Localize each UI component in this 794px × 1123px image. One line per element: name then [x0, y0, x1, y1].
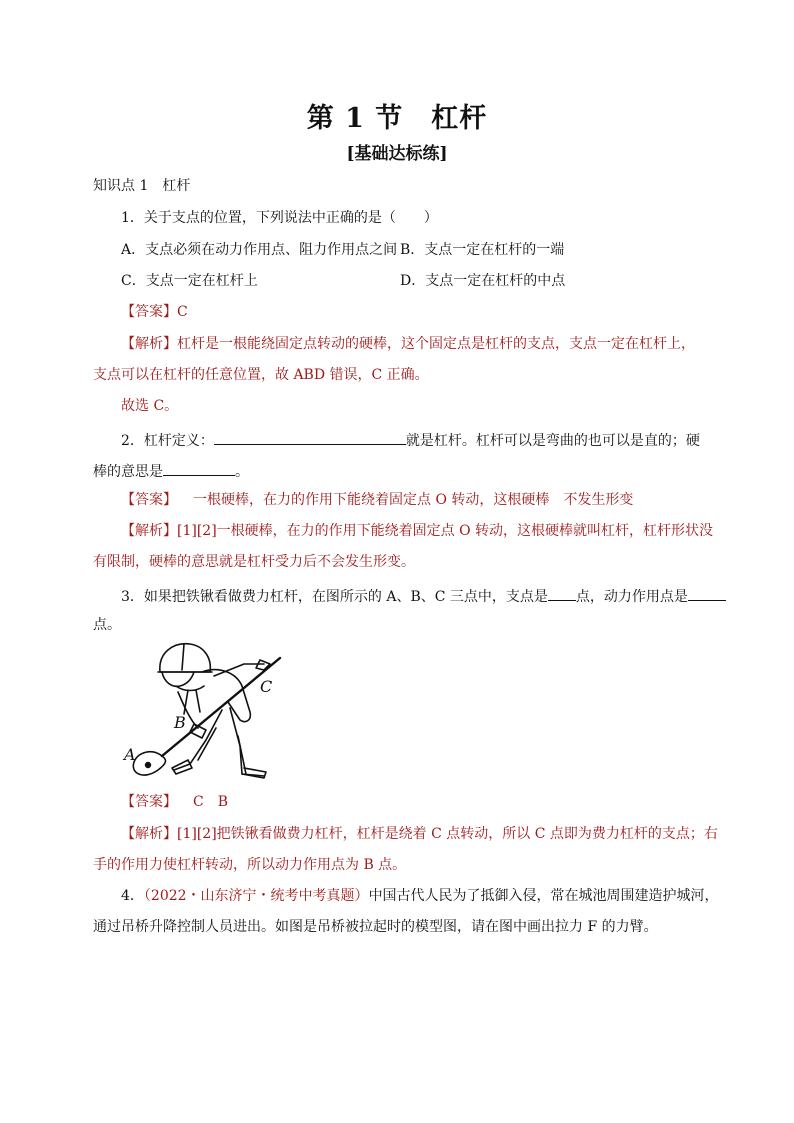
right-leg: [230, 708, 264, 776]
back-outline: [202, 670, 250, 722]
q1-analysis-line-1: [121, 334, 695, 354]
page-title: 第 1 节 杠杆: [306, 103, 488, 134]
page-subtitle: [基础达标练]: [346, 144, 448, 164]
face-outline: [162, 672, 194, 686]
q1-choose: 故选 C。: [121, 398, 179, 414]
analysis-tag: 【解析】: [121, 336, 177, 352]
q1-option-d: D．支点一定在杠杆的中点: [400, 273, 566, 289]
q1-analysis-text-1: 杠杆是一根能绕固定点转动的硬棒，这个固定点是杠杆的支点，支点一定在杠杆上，: [177, 336, 695, 352]
q1-option-b: B．支点一定在杠杆的一端: [400, 242, 565, 258]
q3-stem-a: 3．如果把铁锹看做费力杠杆，在图所示的 A、B、C 三点中，支点是: [121, 589, 548, 605]
q2-stem-a: 2．杠杆定义：: [121, 433, 214, 449]
label-c: C: [260, 677, 273, 696]
q2-stem-c: 棒的意思是: [93, 464, 163, 480]
q2-stem-line-1: [121, 428, 700, 451]
q3-stem-line-1: [121, 584, 726, 607]
q2-stem-d: 。: [235, 464, 249, 480]
q4-source: （2022・山东济宁・统考中考真题）: [143, 888, 369, 904]
q2-answer: [121, 490, 633, 510]
q2-analysis-line-1: [121, 521, 713, 541]
q2-analysis-text-1: [1][2]一根硬棒，在力的作用下能绕着固定点 O 转动，这根硬棒就叫杠杆，杠杆形状没: [177, 523, 714, 539]
q4-stem-a: 中国古代人民为了抵御入侵，常在城池周围建造护城河，: [368, 888, 719, 904]
analysis-tag: 【解析】: [121, 523, 177, 539]
q3-stem-b: 点，动力作用点是: [575, 589, 688, 605]
analysis-tag: 【解析】: [121, 826, 177, 842]
q3-stem-line-2: 点。: [93, 617, 121, 633]
point-a-dot: [146, 763, 151, 768]
q3-blank-2[interactable]: [688, 584, 726, 601]
helmet-ridge: [182, 644, 184, 670]
q1-answer: [121, 302, 188, 322]
q1-option-c: C．支点一定在杠杆上: [121, 273, 258, 289]
section-heading: 知识点 1 杠杆: [93, 178, 191, 194]
q3-analysis-line-1: [121, 824, 718, 844]
q2-analysis-line-2: 有限制，硬棒的意思就是杠杆受力后不会发生形变。: [93, 554, 415, 570]
q3-analysis-text-1: [1][2]把铁锹看做费力杠杆，杠杆是绕着 C 点转动，所以 C 点即为费力杠杆的支点；右: [177, 826, 718, 842]
answer-tag: 【答案】: [121, 304, 177, 320]
label-b: B: [174, 713, 186, 732]
q1-stem: 1．关于支点的位置，下列说法中正确的是（ ）: [121, 210, 438, 226]
q3-blank-1[interactable]: [548, 584, 576, 601]
q4-stem-line-2: 通过吊桥升降控制人员进出。如图是吊桥被拉起时的模型图，请在图中画出拉力 F 的力臂。: [93, 919, 658, 935]
q4-stem-line-1: [121, 886, 719, 906]
label-a: A: [124, 745, 136, 764]
q2-stem-line-2: [93, 459, 249, 482]
answer-tag: 【答案】: [121, 492, 177, 508]
q1-analysis-line-2: 支点可以在杠杆的任意位置，故 ABD 错误，C 正确。: [93, 367, 429, 383]
helmet-shape: [160, 644, 210, 672]
q3-answer: [121, 792, 228, 812]
q1-option-a: A．支点必须在动力作用点、阻力作用点之间: [121, 242, 398, 258]
q2-blank-2[interactable]: [163, 459, 235, 476]
q3-analysis-line-2: 手的作用力使杠杆转动，所以动力作用点为 B 点。: [93, 857, 407, 873]
q2-blank-1[interactable]: [214, 428, 406, 445]
left-leg-back: [198, 728, 216, 760]
q3-answer-value: C B: [193, 794, 228, 810]
q1-answer-value: C: [177, 304, 188, 320]
q4-number: 4．: [121, 888, 144, 904]
q2-stem-b: 就是杠杆。杠杆可以是弯曲的也可以是直的；硬: [405, 433, 700, 449]
towel-shape: [176, 686, 204, 714]
answer-tag: 【答案】: [121, 794, 177, 810]
q2-answer-value: 一根硬棒，在力的作用下能绕着固定点 O 转动，这根硬棒 不发生形变: [193, 492, 634, 508]
shovel-lever-figure: [118, 636, 288, 788]
